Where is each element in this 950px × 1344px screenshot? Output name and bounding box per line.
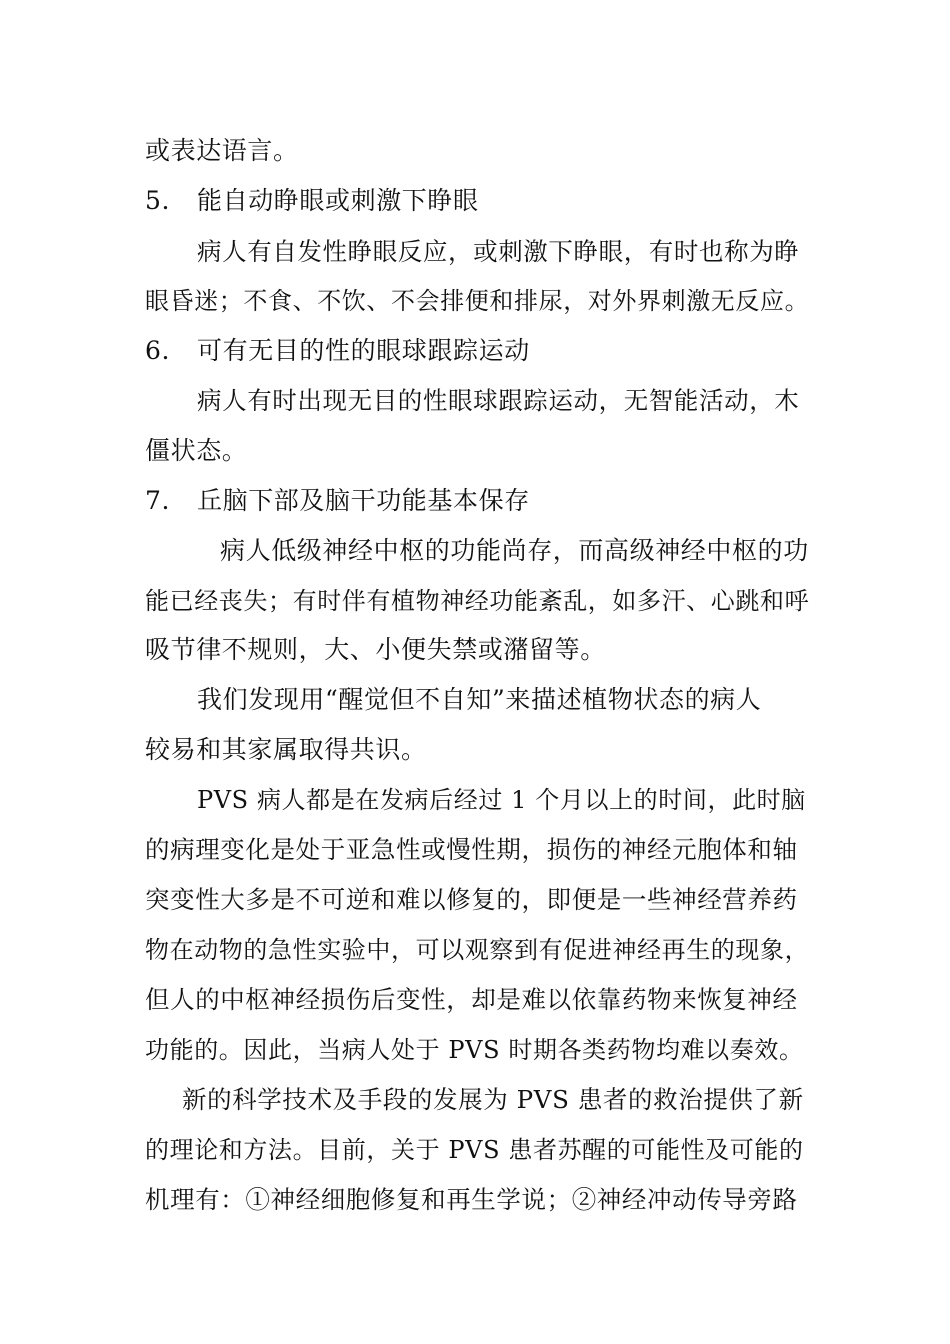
text-line: 眼昏迷；不食、不饮、不会排便和排尿，对外界刺激无反应。 xyxy=(145,287,810,315)
text-line: 病人低级神经中枢的功能尚存，而高级神经中枢的功 xyxy=(220,536,809,565)
list-number: 5. xyxy=(145,186,171,215)
text-line: 病人有时出现无目的性眼球跟踪运动，无智能活动，木 xyxy=(197,386,800,415)
text-line: 功能的。因此，当病人处于 PVS 时期各类药物均难以奏效。 xyxy=(145,1036,804,1064)
text-line: 物在动物的急性实验中，可以观察到有促进神经再生的现象， xyxy=(145,936,810,964)
text-line: 能已经丧失；有时伴有植物神经功能紊乱，如多汗、心跳和呼 xyxy=(145,587,810,615)
text-line: 的病理变化是处于亚急性或慢性期，损伤的神经元胞体和轴 xyxy=(145,835,798,864)
text-line: 机理有：①神经细胞修复和再生学说；②神经冲动传导旁路 xyxy=(145,1185,798,1214)
text-line: 僵状态。 xyxy=(145,436,248,465)
text-line: PVS 病人都是在发病后经过 1 个月以上的时间，此时脑 xyxy=(197,786,806,814)
heading-text: 可有无目的性的眼球跟踪运动 xyxy=(197,336,530,365)
text-line: 的理论和方法。目前，关于 PVS 患者苏醒的可能性及可能的 xyxy=(145,1136,804,1164)
text-line: 吸节律不规则，大、小便失禁或潴留等。 xyxy=(145,635,606,664)
list-heading-6 xyxy=(145,331,530,371)
text-line: 但人的中枢神经损伤后变性，却是难以依靠药物来恢复神经 xyxy=(145,985,798,1014)
text-line: 我们发现用“醒觉但不自知”来描述植物状态的病人 xyxy=(197,685,762,714)
text-line: 病人有自发性睁眼反应，或刺激下睁眼，有时也称为睁 xyxy=(197,237,800,266)
list-heading-5 xyxy=(145,181,479,221)
text-line: 新的科学技术及手段的发展为 PVS 患者的救治提供了新 xyxy=(182,1085,804,1114)
list-number: 7. xyxy=(145,486,171,515)
text-line: 突变性大多是不可逆和难以修复的，即便是一些神经营养药 xyxy=(145,885,798,914)
list-heading-7 xyxy=(145,481,530,521)
heading-text: 丘脑下部及脑干功能基本保存 xyxy=(197,486,530,515)
list-number: 6. xyxy=(145,336,171,365)
text-line: 或表达语言。 xyxy=(145,136,299,165)
heading-text: 能自动睁眼或刺激下睁眼 xyxy=(197,186,479,215)
text-line: 较易和其家属取得共识。 xyxy=(145,735,427,764)
